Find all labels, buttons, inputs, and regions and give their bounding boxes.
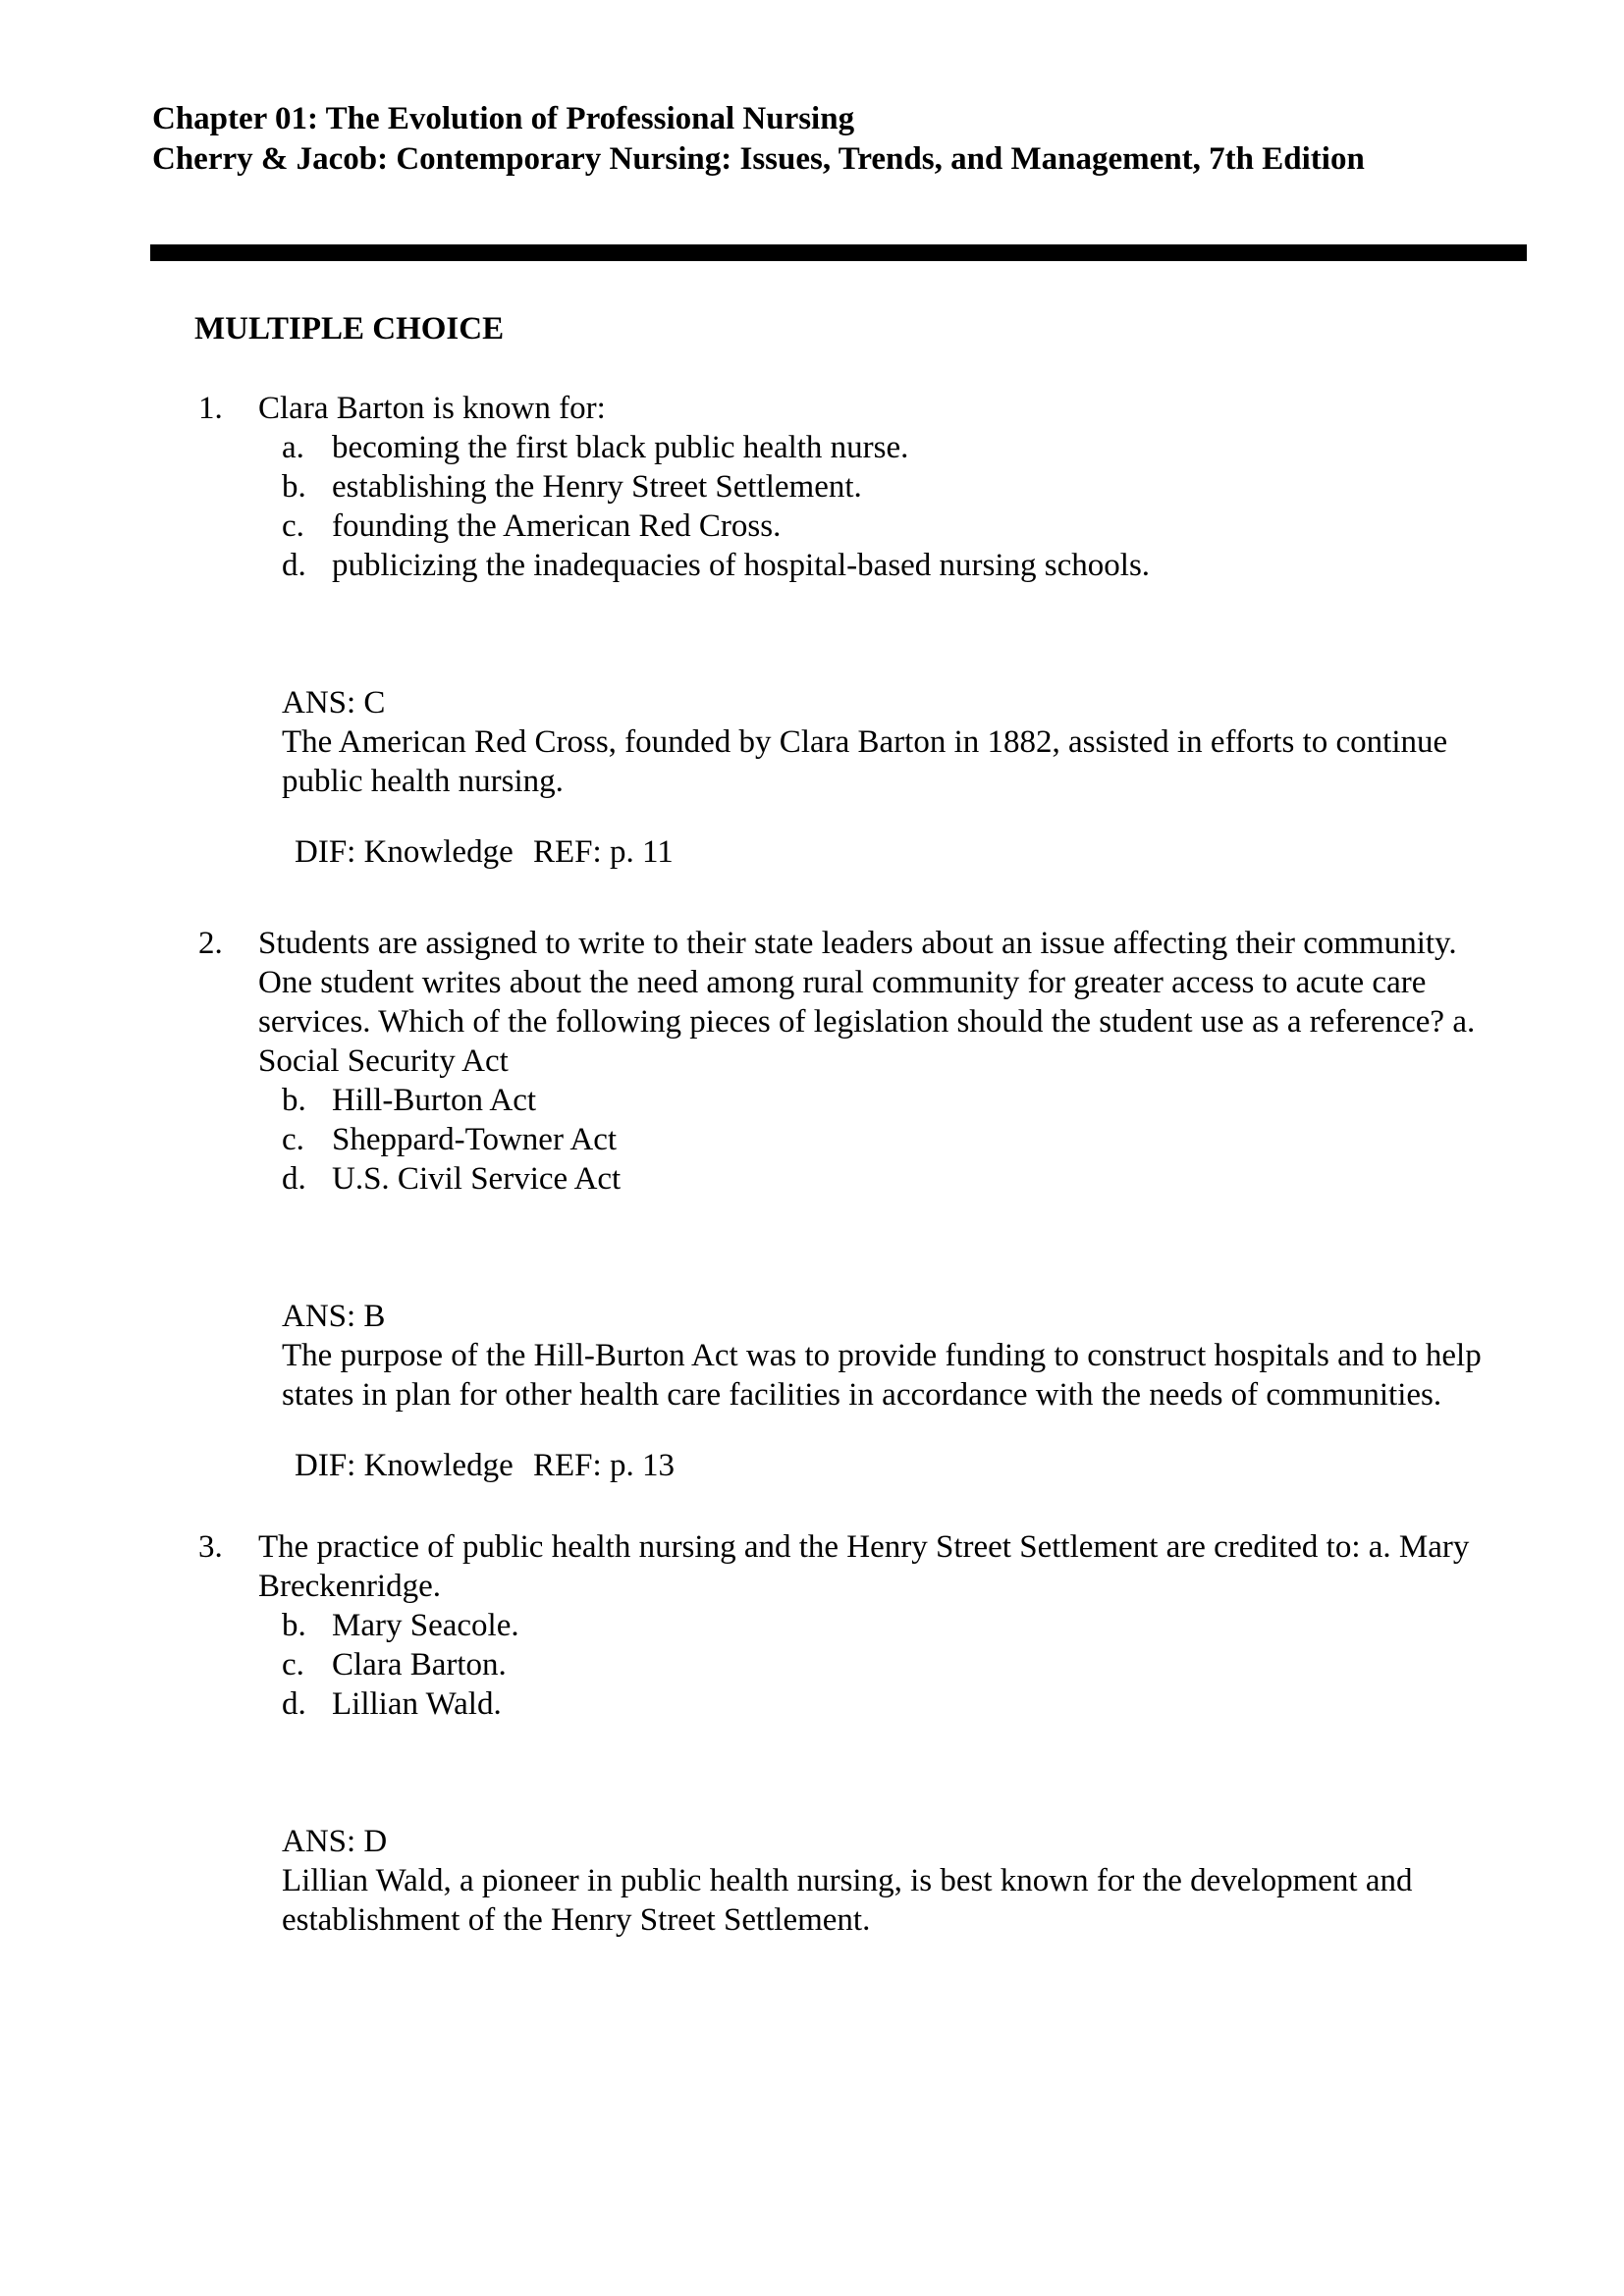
option-text: Hill-Burton Act bbox=[332, 1083, 537, 1118]
book-title: Cherry & Jacob: Contemporary Nursing: Issues, Trends, and Management, 7th Edition bbox=[152, 141, 1365, 177]
answer-rationale: The American Red Cross, founded by Clara Barton in 1882, assisted in efforts to continue public health nursing. bbox=[282, 724, 1448, 799]
option-text: founding the American Red Cross. bbox=[332, 508, 782, 544]
answer-rationale: The purpose of the Hill-Burton Act was to provide funding to construct hospitals and to help states in plan for other health care facilities in accordance with the needs of communities. bbox=[282, 1338, 1482, 1413]
option-b bbox=[282, 467, 1624, 507]
chapter-title: Chapter 01: The Evolution of Professional Nursing bbox=[152, 101, 855, 136]
option-d bbox=[282, 1159, 1624, 1199]
dif-label: DIF: Knowledge bbox=[295, 834, 514, 870]
option-d bbox=[282, 546, 1624, 585]
option-letter: b. bbox=[282, 1083, 306, 1118]
question-number: 3. bbox=[198, 1529, 223, 1565]
option-text: publicizing the inadequacies of hospital-based nursing schools. bbox=[332, 548, 1151, 583]
option-text: U.S. Civil Service Act bbox=[332, 1161, 622, 1197]
answer-label: ANS: C bbox=[282, 685, 386, 721]
options-list bbox=[0, 428, 1624, 585]
dif-label: DIF: Knowledge bbox=[295, 1448, 514, 1483]
question-2 bbox=[0, 924, 1624, 1485]
option-text: Clara Barton. bbox=[332, 1647, 507, 1682]
question-1 bbox=[0, 389, 1624, 872]
document-header bbox=[152, 99, 1438, 180]
option-letter: d. bbox=[282, 1686, 306, 1722]
option-b bbox=[282, 1081, 1624, 1120]
option-text: establishing the Henry Street Settlement. bbox=[332, 469, 862, 505]
options-list bbox=[0, 1606, 1624, 1724]
dif-ref-line bbox=[295, 832, 1624, 872]
question-number: 1. bbox=[198, 391, 223, 426]
question-stem: The practice of public health nursing and the Henry Street Settlement are credited to: a. Mary Breckenridge. bbox=[258, 1529, 1470, 1604]
answer-rationale: Lillian Wald, a pioneer in public health nursing, is best known for the development and establishment of the Henry Street Settlement. bbox=[282, 1863, 1413, 1938]
answer-label: ANS: D bbox=[282, 1824, 388, 1859]
option-letter: a. bbox=[282, 430, 304, 465]
options-list bbox=[0, 1081, 1624, 1199]
option-c bbox=[282, 1120, 1624, 1159]
option-text: Sheppard-Towner Act bbox=[332, 1122, 618, 1157]
title-divider-rule bbox=[150, 244, 1527, 261]
option-text: Lillian Wald. bbox=[332, 1686, 502, 1722]
dif-ref-line bbox=[295, 1446, 1624, 1485]
option-c bbox=[282, 507, 1624, 546]
option-text: becoming the first black public health nurse. bbox=[332, 430, 909, 465]
question-stem: Students are assigned to write to their state leaders about an issue affecting their community. One student writes about the need among rural community for greater access to acute care services. Which of the following pieces of legislation should the student use as a reference? a. Social Security Act bbox=[258, 926, 1476, 1079]
option-letter: b. bbox=[282, 469, 306, 505]
option-letter: c. bbox=[282, 1122, 304, 1157]
question-stem: Clara Barton is known for: bbox=[258, 391, 606, 426]
ref-label: REF: p. 11 bbox=[533, 834, 674, 870]
answer-label: ANS: B bbox=[282, 1299, 386, 1334]
section-heading: MULTIPLE CHOICE bbox=[194, 311, 505, 347]
option-c bbox=[282, 1645, 1624, 1684]
question-3 bbox=[0, 1527, 1624, 1940]
option-letter: d. bbox=[282, 548, 306, 583]
option-letter: c. bbox=[282, 508, 304, 544]
option-letter: d. bbox=[282, 1161, 306, 1197]
option-letter: c. bbox=[282, 1647, 304, 1682]
option-text: Mary Seacole. bbox=[332, 1608, 519, 1643]
option-b bbox=[282, 1606, 1624, 1645]
ref-label: REF: p. 13 bbox=[533, 1448, 675, 1483]
option-d bbox=[282, 1684, 1624, 1724]
option-letter: b. bbox=[282, 1608, 306, 1643]
option-a bbox=[282, 428, 1624, 467]
question-number: 2. bbox=[198, 926, 223, 961]
